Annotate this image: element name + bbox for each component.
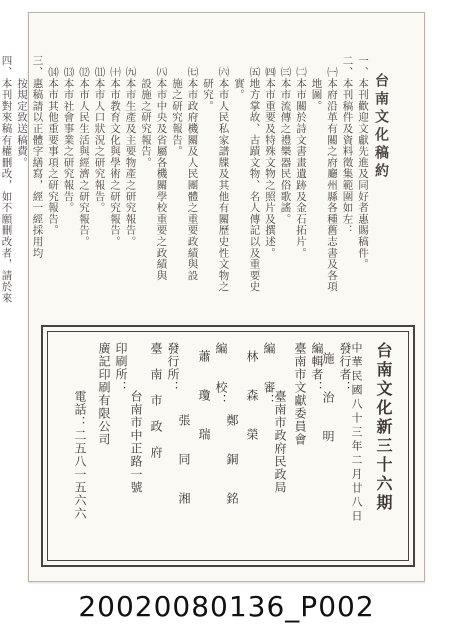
printer-phone: 電話：二五八一五六六: [73, 390, 87, 520]
magazine-title: 台南文化新三十六期: [374, 342, 393, 513]
notice-line: 地圖。: [310, 55, 323, 112]
reviewer-name1: 林 森 榮: [245, 350, 259, 441]
notice-line: ⒀本市社會事業之研究報告。: [62, 55, 75, 214]
document-page: [0, 12, 425, 582]
notice-line: 四、本刊對來稿有權刪改，如不願刪改者，請於來: [0, 55, 13, 304]
proofreader-label: 編 校：: [214, 342, 228, 407]
contribution-notice-title: 台南文化稿約: [373, 73, 389, 181]
issuer-column-2: [128, 342, 145, 547]
printer-column-2: [72, 342, 89, 547]
notice-line: 一、本刊歡迎文獻先進及同好者惠賜稿件。: [357, 55, 369, 270]
editor-org1: 臺南市文獻委員會: [293, 342, 307, 446]
notice-line: ㈥本市人民私家譜牒及其他有關歷史性文物之: [217, 55, 230, 293]
notice-line: ㈦本市政府機關及人民團體之重要政績與設: [186, 55, 199, 281]
proofreader-name2: 張 同 湘: [177, 414, 191, 505]
printer-column: [96, 342, 130, 547]
notice-line: 設施之研究報告。: [140, 55, 152, 168]
editor-column: [292, 342, 326, 547]
publisher-name: 施 治 明: [321, 352, 335, 443]
notice-line: 研究。: [202, 55, 214, 112]
editor-label: 編輯者：: [310, 342, 324, 394]
issuer-column: [148, 342, 182, 547]
proofreader-name1: 蕭 瓊 瑞: [197, 350, 211, 441]
notice-line: ㈧本市中央及省屬各機關學校重要之政績與: [155, 55, 168, 281]
publisher-label: 發行者：: [338, 342, 352, 394]
editor-org2: 臺南市政府民政局: [273, 390, 287, 494]
notice-line: ⑿本市人民生活與經濟之研究報告。: [78, 55, 90, 248]
notice-line: 按規定致送稿費。: [16, 55, 28, 168]
contribution-notice-body: [0, 55, 370, 304]
scan-id-caption: 20020080136_P002: [78, 590, 375, 623]
notice-line: ㈢本市流傳之禮樂器民俗歌謠。: [279, 55, 292, 225]
notice-line: ⒁本市其他重要事項之研究報告。: [47, 55, 59, 236]
notice-line: 施之研究報告。: [171, 55, 183, 157]
reviewer-label: 編 審：: [262, 342, 276, 407]
issuer-label: 發行所：: [166, 342, 180, 394]
reviewer-column: [244, 342, 278, 547]
notice-line: ㈤地方掌故、古蹟文物、名人傳記以及重要史: [248, 55, 261, 293]
notice-line: ㈨本市生產及主要物產之研究報告。: [124, 55, 137, 248]
reviewer-name2: 鄭 銅 銘: [225, 414, 239, 505]
colophon-title-column: [372, 342, 395, 547]
colophon-box: [41, 325, 415, 567]
publication-date: 中華民國八十三年二月廿八日: [350, 342, 363, 524]
notice-line: ㈠本府沿革有關之府廳州縣各種舊志書及各項: [326, 55, 338, 293]
printer-name: 廣記印刷有限公司: [97, 342, 111, 446]
colophon-inner-border: [47, 331, 409, 561]
notice-line: ㈩本市教育文化與學術之研究報告。: [109, 55, 121, 248]
printer-label: 印刷所：: [114, 342, 128, 394]
notice-line: ⑾本市人口狀況之研究報告。: [93, 55, 106, 214]
proof-column: [196, 342, 230, 547]
issuer-address: 台南市中正路一號: [129, 390, 143, 494]
notice-line: ㈡本市關於詩文書畫遺跡及金石拓片。: [295, 55, 307, 259]
notice-line: 三、惠稿請以正體字繕寫，經一經採用均: [31, 55, 44, 259]
issuer-name: 臺 南 市 政 府: [149, 342, 163, 459]
notice-line: 實。: [233, 55, 245, 101]
notice-line: 二、本刊稿件及資料徵集範圍如左：: [341, 55, 354, 236]
notice-line: ㈣本市重要及特殊文物之照片及撰述。: [264, 55, 276, 259]
